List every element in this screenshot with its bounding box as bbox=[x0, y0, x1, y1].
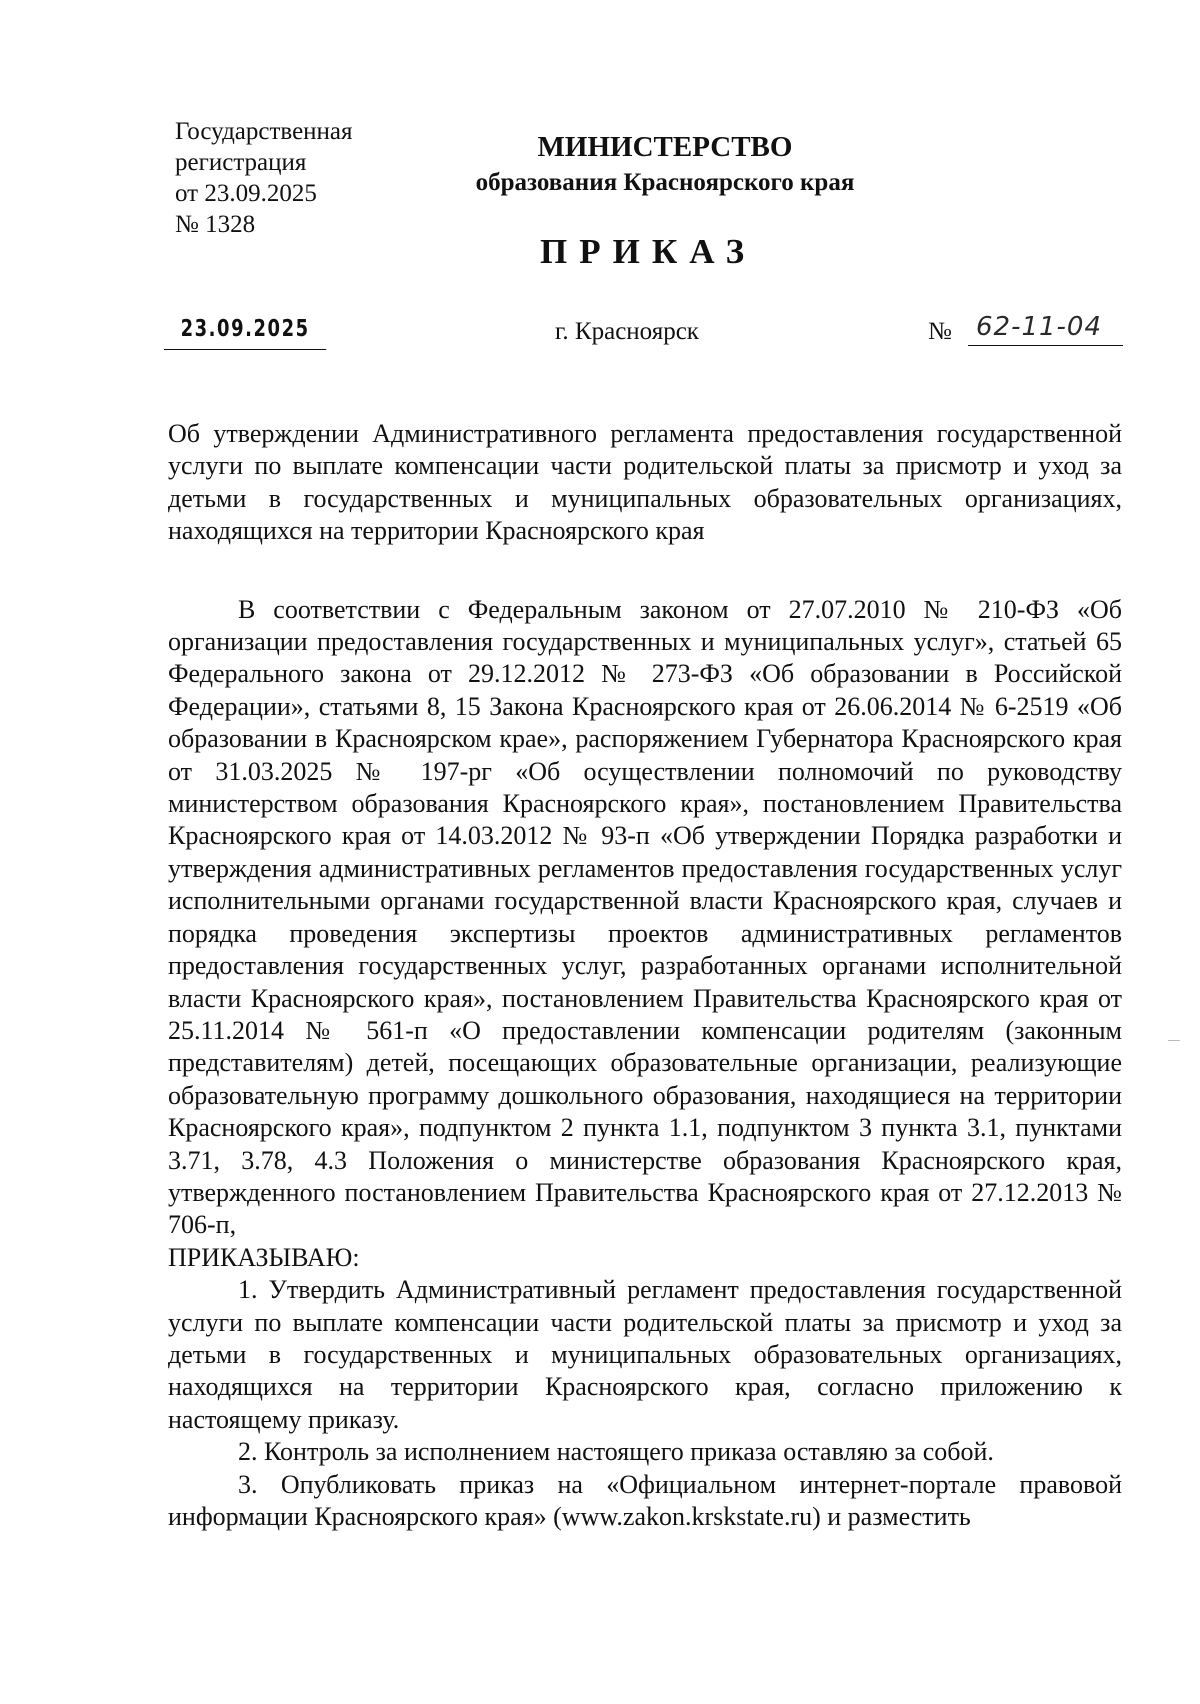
margin-mark bbox=[1168, 1040, 1180, 1041]
registration-stamp bbox=[175, 116, 353, 240]
document-body bbox=[168, 418, 1122, 1533]
order-date bbox=[164, 313, 326, 350]
registration-line: Государственная bbox=[175, 118, 353, 145]
document-type: ПРИКАЗ bbox=[540, 232, 757, 271]
ministry-header bbox=[420, 128, 910, 200]
order-number-value: 62-11-04 bbox=[968, 312, 1123, 346]
registration-line: регистрация bbox=[175, 149, 307, 176]
registration-date: от 23.09.2025 bbox=[175, 180, 317, 207]
city: г. Красноярск bbox=[555, 318, 699, 345]
order-item-2: 2. Контроль за исполнением настоящего приказа оставляю за собой. bbox=[238, 1437, 994, 1467]
ministry-name: МИНИСТЕРСТВО bbox=[537, 131, 793, 163]
order-item-3: 3. Опубликовать приказ на «Официальном интернет-портале правовой информации Красноярского края» (www.zakon.krskstate.ru) и разместить bbox=[168, 1469, 1122, 1531]
order-word: ПРИКАЗЫВАЮ: bbox=[168, 1242, 360, 1272]
order-date-value: 23.09.2025 bbox=[180, 316, 310, 342]
preamble-paragraph: В соответствии с Федеральным законом от 27.07.2010 № 210-ФЗ «Об организации предоставления государственных и муниципальных услуг», статьей 65 Федерального закона от 29.12.2012 № 273-ФЗ «Об образовании в Российской Федерации», статьями 8, 15 Закона Красноярского края от 26.06.2014 № 6-2519 «Об образовании в Красноярском крае», распоряжением Губернатора Красноярского края от 31.03.2025 № 197-рг «Об осуществлении полномочий по руководству министерством образования Красноярского края», постановлением Правительства Красноярского края от 14.03.2012 № 93-п «Об утверждении Порядка разработки и утверждения административных регламентов предоставления государственных услуг исполнительными органами государственной власти Красноярского края, случаев и порядка проведения экспертизы проектов административных регламентов предоставления государственных услуг, разработанных органами исполнительной власти Красноярского края», постановлением Правительства Красноярского края от 25.11.2014 № 561-п «О предоставлении компенсации родителям (законным представителям) детей, посещающих образовательные организации, реализующие образовательную программу дошкольного образования, находящиеся на территории Красноярского края», подпунктом 2 пункта 1.1, подпунктом 3 пункта 3.1, пунктами 3.71, 3.78, 4.3 Положения о министерстве образования Красноярского края, утвержденного постановлением Правительства Красноярского края от 27.12.2013 № 706-п, bbox=[168, 594, 1122, 1240]
registration-number: № 1328 bbox=[175, 211, 256, 238]
order-item-1: 1. Утвердить Административный регламент предоставления государственной услуги по выплате компенсации части родительской платы за присмотр и уход за детьми в государственных и муниципальных образовательных организациях, находящихся на территории Красноярского края, согласно приложению к настоящему приказу. bbox=[168, 1275, 1122, 1434]
document-title: Об утверждении Административного регламента предоставления государственной услуги по выплате компенсации части родительской платы за присмотр и уход за детьми в государственных и муниципальных образовательных организациях, находящихся на территории Красноярского края bbox=[168, 419, 1122, 546]
number-sign: № bbox=[928, 318, 952, 345]
order-number bbox=[928, 312, 1128, 352]
ministry-subtitle: образования Красноярского края bbox=[475, 169, 855, 196]
